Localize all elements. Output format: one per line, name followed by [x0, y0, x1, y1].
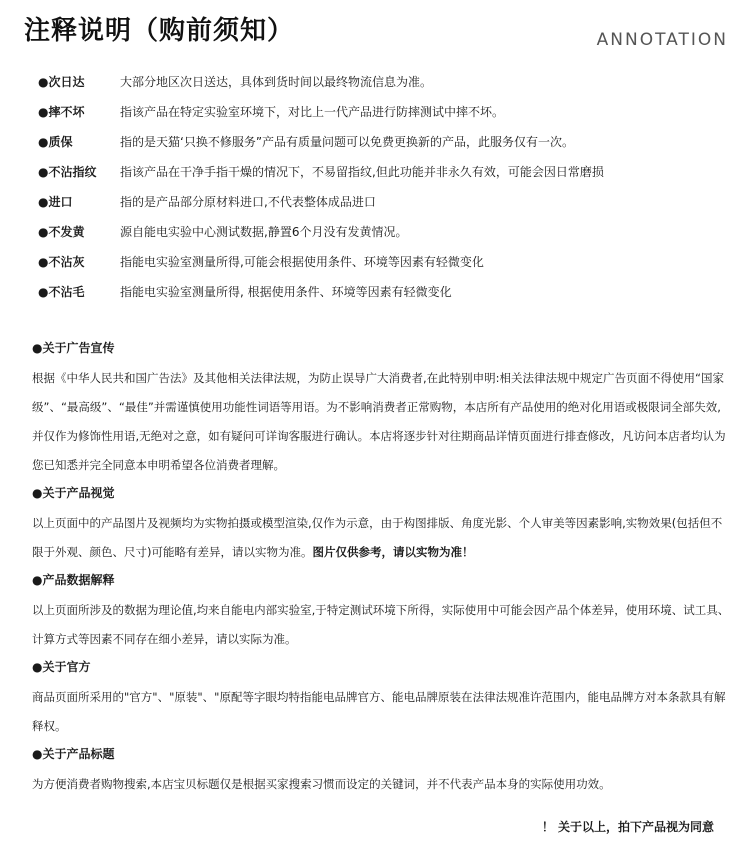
page-title: 注释说明（购前须知）: [24, 16, 295, 46]
section-body-text: 为方便消费者购物搜索,本店宝贝标题仅是根据买家搜索习惯而设定的关键词，并不代表产品本身的实际使用功效。: [32, 777, 611, 791]
definition-text: 大部分地区次日送达，具体到货时间以最终物流信息为准。: [120, 74, 433, 89]
section-heading: ●关于广告宣传: [32, 341, 115, 355]
definition-term: ●不沾指纹: [38, 164, 97, 179]
section-body: [32, 683, 732, 741]
definition-term: ●质保: [38, 134, 73, 149]
section-product-data: [32, 569, 732, 654]
definition-item: [38, 216, 738, 246]
definition-item: [38, 156, 738, 186]
section-body-text: 商品页面所采用的"官方"、"原装"、"原配等字眼均特指能电品牌官方、能电品牌原装在法律法规准许范围内，能电品牌方对本条款具有解释权。: [32, 690, 726, 733]
definition-term: ●不沾毛: [38, 284, 85, 299]
definition-item: [38, 66, 738, 96]
definition-term: ●摔不坏: [38, 104, 85, 119]
section-heading: ●关于产品视觉: [32, 486, 115, 500]
section-emphasis: 图片仅供参考，请以实物为准！: [312, 545, 474, 559]
definitions-list: [38, 66, 738, 306]
section-body: [32, 596, 732, 654]
definition-text: 指能电实验室测量所得,可能会根据使用条件、环境等因素有轻微变化: [120, 254, 484, 269]
section-heading: ●产品数据解释: [32, 573, 115, 587]
definition-term: ●次日达: [38, 74, 85, 89]
section-heading: ●关于官方: [32, 660, 91, 674]
definition-item: [38, 276, 738, 306]
section-body: [32, 364, 732, 480]
section-body-text: 根据《中华人民共和国广告法》及其他相关法律法规，为防止误导广大消费者,在此特别申明:相关法律法规中规定广告页面不得使用“国家级”、“最高级”、“最佳”并需谨慎使用功能性词语等用语。为不影响消费者正常购物，本店所有产品使用的绝对化用语或极限词全部失效,并仅作为修饰性用语,无绝对之意，如有疑问可详询客服进行确认。本店将逐步针对往期商品详情页面进行排查修改，凡访问本店者均认为您已知悉并完全同意本申明希望各位消费者理解。: [32, 371, 726, 472]
agreement-note: ！ 关于以上，拍下产品视为同意: [541, 820, 714, 834]
section-heading: ●关于产品标题: [32, 747, 115, 761]
definition-item: [38, 246, 738, 276]
definition-text: 指的是天猫‘只换不修服务”产品有质量问题可以免费更换新的产品，此服务仅有一次。: [120, 134, 575, 149]
section-body: [32, 509, 732, 567]
definition-term: ●不发黄: [38, 224, 85, 239]
definition-text: 指该产品在干净手指干燥的情况下，不易留指纹,但此功能并非永久有效，可能会因日常磨损: [120, 164, 604, 179]
definition-item: [38, 96, 738, 126]
section-advertising: [32, 337, 732, 480]
definition-term: ●不沾灰: [38, 254, 85, 269]
notice-sections: [32, 337, 732, 801]
definition-text: 指的是产品部分原材料进口,不代表整体成品进口: [120, 194, 376, 209]
definition-text: 指该产品在特定实验室环境下，对比上一代产品进行防摔测试中摔不坏。: [120, 104, 505, 119]
page-subtitle: ANNOTATION: [596, 30, 728, 50]
section-body-text: 以上页面中的产品图片及视频均为实物拍摄或模型渲染,仅作为示意，由于构图排版、角度光影、个人审美等因素影响,实物效果(包括但不限于外观、颜色、尺寸)可能略有差异，请以实物为准。: [32, 516, 723, 559]
definition-item: [38, 186, 738, 216]
section-official: [32, 656, 732, 741]
definition-item: [38, 126, 738, 156]
definition-text: 指能电实验室测量所得, 根据使用条件、环境等因素有轻微变化: [120, 284, 452, 299]
section-body-text: 以上页面所涉及的数据为理论值,均来自能电内部实验室,于特定测试环境下所得，实际使用中可能会因产品个体差异，使用环境、试工具、计算方式等因素不同存在细小差异，请以实际为准。: [32, 603, 730, 646]
definition-term: ●进口: [38, 194, 73, 209]
definition-text: 源自能电实验中心测试数据,静置6个月没有发黄情况。: [120, 224, 408, 239]
section-body: [32, 770, 732, 799]
section-product-visual: [32, 482, 732, 567]
section-product-title: [32, 743, 732, 799]
